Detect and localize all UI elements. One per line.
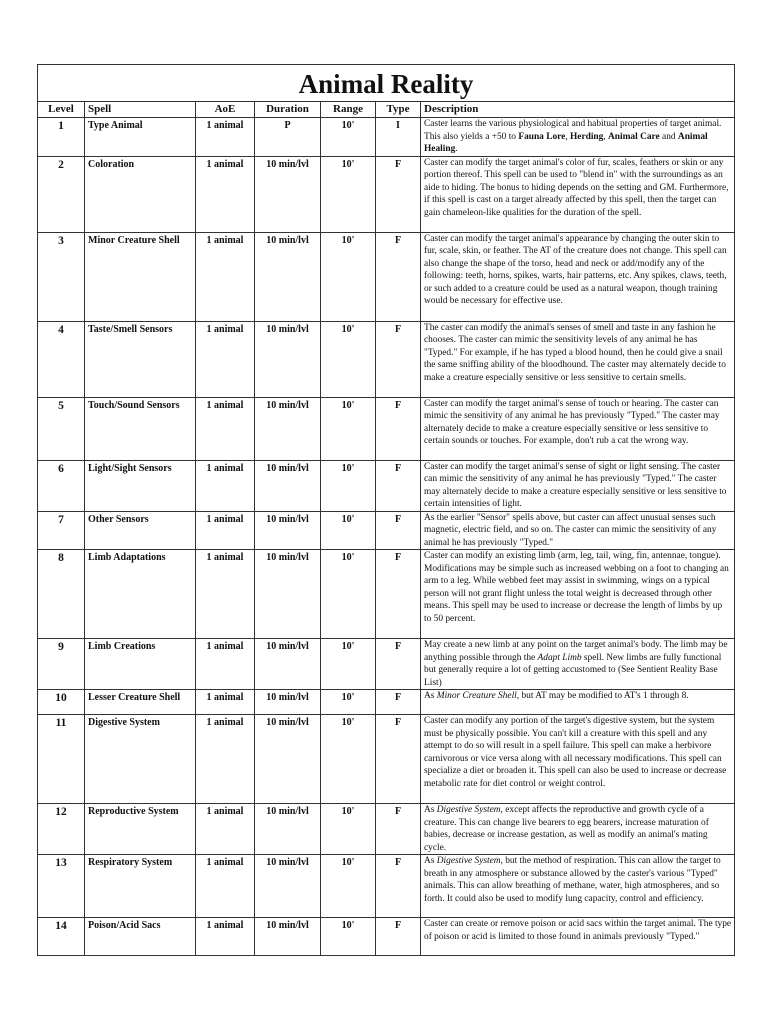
description-text: , bbox=[565, 131, 570, 142]
duration-cell: 10 min/lvl bbox=[255, 918, 321, 956]
duration-cell: 10 min/lvl bbox=[255, 156, 321, 232]
range-cell: 10' bbox=[321, 918, 376, 956]
aoe-cell: 1 animal bbox=[196, 639, 255, 690]
description-text: , but AT may be modified to AT's 1 through 8. bbox=[516, 691, 689, 701]
level-cell: 8 bbox=[38, 550, 85, 639]
header-description: Description bbox=[421, 102, 735, 118]
description-cell bbox=[421, 550, 735, 639]
header-aoe: AoE bbox=[196, 102, 255, 118]
type-cell: F bbox=[376, 639, 421, 690]
spell-name-cell: Digestive System bbox=[85, 715, 196, 804]
level-cell: 11 bbox=[38, 715, 85, 804]
type-cell: F bbox=[376, 690, 421, 715]
table-row bbox=[38, 855, 735, 918]
spell-name-cell: Minor Creature Shell bbox=[85, 232, 196, 321]
document-page bbox=[37, 64, 734, 956]
spell-table bbox=[37, 64, 735, 956]
type-cell: F bbox=[376, 855, 421, 918]
description-text: The caster can modify the animal's senses of smell and taste in any fashion he chooses. The caster can mimic the sensitivity levels of any animal he has "Typed." For example, if he has typed a blood hound, then he could give a snail the same sniffing ability of the bloodhound. The caster may alternately decide to make a creature especially sensitive or less sensitive to certain smells. bbox=[424, 322, 726, 383]
table-row bbox=[38, 550, 735, 639]
description-cell bbox=[421, 715, 735, 804]
spell-name-cell: Respiratory System bbox=[85, 855, 196, 918]
table-row bbox=[38, 118, 735, 157]
range-cell: 10' bbox=[321, 550, 376, 639]
description-text: . bbox=[455, 144, 458, 154]
description-text: Caster can modify the target animal's appearance by changing the outer skin to fur, scale, skin, or feather. The AT of the creature does not change. This spell can also change the shape of the torso, head and neck or add/modify any of the following: teeth, horns, spikes, warts, hair patterns, etc. Any spikes, claws, teeth, or such added to a creature could be used as a natural weapon, though training would be necessary for effective use. bbox=[424, 233, 727, 306]
description-text: , but the method of respiration. This can allow the target to breath in any atmosphere or substance allowed by the caster's various "Typed" animals. This can allow breathing of methane, water, high atmospheres, and so forth. It could also be used to modify lung capacity, control and efficiency. bbox=[424, 856, 721, 904]
level-cell: 9 bbox=[38, 639, 85, 690]
range-cell: 10' bbox=[321, 690, 376, 715]
header-type: Type bbox=[376, 102, 421, 118]
aoe-cell: 1 animal bbox=[196, 321, 255, 397]
spell-name-cell: Other Sensors bbox=[85, 511, 196, 550]
type-cell: F bbox=[376, 550, 421, 639]
description-cell bbox=[421, 397, 735, 460]
description-text: Animal Healing bbox=[424, 131, 708, 154]
table-row bbox=[38, 690, 735, 715]
duration-cell: 10 min/lvl bbox=[255, 511, 321, 550]
level-cell: 2 bbox=[38, 156, 85, 232]
level-cell: 3 bbox=[38, 232, 85, 321]
duration-cell: 10 min/lvl bbox=[255, 550, 321, 639]
type-cell: F bbox=[376, 511, 421, 550]
table-row bbox=[38, 918, 735, 956]
description-text: , except affects the reproductive and growth cycle of a creature. This can change live bearers to egg bearers, increase maturation of babies, decrease or increase gestation, as well as modify an animal's mating cycle. bbox=[424, 805, 709, 853]
type-cell: F bbox=[376, 804, 421, 855]
range-cell: 10' bbox=[321, 321, 376, 397]
description-text: Herding bbox=[570, 131, 604, 142]
table-header-row bbox=[38, 102, 735, 118]
description-cell bbox=[421, 918, 735, 956]
description-cell bbox=[421, 460, 735, 511]
description-text: Digestive System bbox=[436, 856, 501, 866]
duration-cell: 10 min/lvl bbox=[255, 321, 321, 397]
description-cell bbox=[421, 321, 735, 397]
description-text: Caster can modify any portion of the target's digestive system, but the system must be physically possible. You can't kill a creature with this spell and any attempt to do so will result in a spell failure. This spell can make a herbivore carnivorous or vice versa along with all necessary modifications. This spell can specialize a diet or broaden it. This spell can also be used to increase or decrease metabolic rate for diet control or weight control. bbox=[424, 716, 727, 789]
spell-name-cell: Limb Creations bbox=[85, 639, 196, 690]
level-cell: 13 bbox=[38, 855, 85, 918]
range-cell: 10' bbox=[321, 232, 376, 321]
level-cell: 1 bbox=[38, 118, 85, 157]
description-cell bbox=[421, 118, 735, 157]
description-text: As bbox=[424, 805, 437, 815]
table-row bbox=[38, 321, 735, 397]
level-cell: 6 bbox=[38, 460, 85, 511]
description-text: Caster learns the various physiological and habitual properties of target animal. This also yields a +50 to bbox=[424, 119, 722, 142]
spell-name-cell: Poison/Acid Sacs bbox=[85, 918, 196, 956]
aoe-cell: 1 animal bbox=[196, 804, 255, 855]
table-row bbox=[38, 715, 735, 804]
range-cell: 10' bbox=[321, 118, 376, 157]
duration-cell: 10 min/lvl bbox=[255, 804, 321, 855]
aoe-cell: 1 animal bbox=[196, 511, 255, 550]
range-cell: 10' bbox=[321, 156, 376, 232]
range-cell: 10' bbox=[321, 639, 376, 690]
aoe-cell: 1 animal bbox=[196, 460, 255, 511]
level-cell: 4 bbox=[38, 321, 85, 397]
spell-name-cell: Limb Adaptations bbox=[85, 550, 196, 639]
spell-name-cell: Type Animal bbox=[85, 118, 196, 157]
duration-cell: 10 min/lvl bbox=[255, 232, 321, 321]
table-row bbox=[38, 639, 735, 690]
table-row bbox=[38, 232, 735, 321]
type-cell: F bbox=[376, 232, 421, 321]
description-cell bbox=[421, 639, 735, 690]
level-cell: 10 bbox=[38, 690, 85, 715]
spell-name-cell: Light/Sight Sensors bbox=[85, 460, 196, 511]
aoe-cell: 1 animal bbox=[196, 855, 255, 918]
table-row bbox=[38, 804, 735, 855]
type-cell: F bbox=[376, 321, 421, 397]
aoe-cell: 1 animal bbox=[196, 550, 255, 639]
description-cell bbox=[421, 855, 735, 918]
description-cell bbox=[421, 690, 735, 715]
description-text: spell. New limbs are fully functional but generally require a lot of getting accustomed to (See Sentient Reality Base List) bbox=[424, 652, 722, 688]
description-text: Minor Creature Shell bbox=[436, 691, 517, 701]
type-cell: F bbox=[376, 397, 421, 460]
level-cell: 7 bbox=[38, 511, 85, 550]
duration-cell: 10 min/lvl bbox=[255, 639, 321, 690]
duration-cell: 10 min/lvl bbox=[255, 397, 321, 460]
range-cell: 10' bbox=[321, 804, 376, 855]
description-text: Fauna Lore bbox=[518, 131, 566, 142]
description-text: and bbox=[659, 131, 678, 142]
header-spell: Spell bbox=[85, 102, 196, 118]
spell-name-cell: Touch/Sound Sensors bbox=[85, 397, 196, 460]
description-text: Caster can modify an existing limb (arm, leg, tail, wing, fin, antennae, tongue). Modifications may be simple such as increased webbing on a foot to changing an arm to a leg. While webbed feet may assist in swimming, wings on a typical person will not grant flight unless the total weight is decreased through other means. This spell may be used to increase or decrease the length of limbs by up to 50 percent. bbox=[424, 551, 729, 624]
spell-name-cell: Reproductive System bbox=[85, 804, 196, 855]
duration-cell: 10 min/lvl bbox=[255, 715, 321, 804]
description-cell bbox=[421, 232, 735, 321]
type-cell: I bbox=[376, 118, 421, 157]
description-text: As bbox=[424, 856, 437, 866]
level-cell: 5 bbox=[38, 397, 85, 460]
range-cell: 10' bbox=[321, 460, 376, 511]
table-row bbox=[38, 460, 735, 511]
description-text: Caster can modify the target animal's color of fur, scales, feathers or skin or any portion thereof. This spell can be used to "blend in" with the surroundings as an aide to hiding. The bonus to hiding depends on the setting and GM. Furthermore, if this spell is cast on a target already affected by this spell, then the target can gain chameleon-like qualities for the duration of the spell. bbox=[424, 157, 729, 218]
aoe-cell: 1 animal bbox=[196, 715, 255, 804]
duration-cell: 10 min/lvl bbox=[255, 690, 321, 715]
description-text: Caster can modify the target animal's sense of touch or hearing. The caster can mimic the sensitivity of any animal he has previously "Typed." The caster may alternately decide to make a creature especially sensitive or less sensitive to certain sounds or touches. For example, don't rub a cat the wrong way. bbox=[424, 398, 720, 446]
aoe-cell: 1 animal bbox=[196, 118, 255, 157]
table-row bbox=[38, 156, 735, 232]
duration-cell: 10 min/lvl bbox=[255, 855, 321, 918]
header-duration: Duration bbox=[255, 102, 321, 118]
spell-name-cell: Coloration bbox=[85, 156, 196, 232]
spell-name-cell: Lesser Creature Shell bbox=[85, 690, 196, 715]
header-range: Range bbox=[321, 102, 376, 118]
description-text: Caster can modify the target animal's sense of sight or light sensing. The caster can mimic the sensitivity of any animal he has previously "Typed." The caster may alternately decide to make a creature especially sensitive or less sensitive to certain intensities of light. bbox=[424, 461, 727, 509]
level-cell: 12 bbox=[38, 804, 85, 855]
description-text: As the earlier "Sensor" spells above, but caster can affect unusual senses such magnetic, electric field, and so on. The caster can mimic the sensitivity of any animal he has previously "Typed." bbox=[424, 512, 717, 548]
page-title: Animal Reality bbox=[38, 65, 735, 102]
level-cell: 14 bbox=[38, 918, 85, 956]
duration-cell: 10 min/lvl bbox=[255, 460, 321, 511]
type-cell: F bbox=[376, 715, 421, 804]
description-text: Adapt Limb bbox=[537, 652, 582, 663]
table-row bbox=[38, 511, 735, 550]
type-cell: F bbox=[376, 460, 421, 511]
spell-name-cell: Taste/Smell Sensors bbox=[85, 321, 196, 397]
header-level: Level bbox=[38, 102, 85, 118]
aoe-cell: 1 animal bbox=[196, 397, 255, 460]
description-cell bbox=[421, 156, 735, 232]
table-row bbox=[38, 397, 735, 460]
type-cell: F bbox=[376, 156, 421, 232]
description-cell bbox=[421, 511, 735, 550]
description-text: Caster can create or remove poison or acid sacs within the target animal. The type of poison or acid is limited to those found in animals previously "Typed." bbox=[424, 919, 732, 942]
description-text: Digestive System bbox=[436, 805, 501, 815]
duration-cell: P bbox=[255, 118, 321, 157]
description-text: As bbox=[424, 691, 437, 701]
aoe-cell: 1 animal bbox=[196, 690, 255, 715]
range-cell: 10' bbox=[321, 511, 376, 550]
range-cell: 10' bbox=[321, 715, 376, 804]
aoe-cell: 1 animal bbox=[196, 156, 255, 232]
description-text: May create a new limb at any point on the target animal's body. The limb may be anything possible through the bbox=[424, 640, 728, 663]
description-cell bbox=[421, 804, 735, 855]
range-cell: 10' bbox=[321, 855, 376, 918]
aoe-cell: 1 animal bbox=[196, 918, 255, 956]
type-cell: F bbox=[376, 918, 421, 956]
range-cell: 10' bbox=[321, 397, 376, 460]
description-text: , bbox=[603, 131, 609, 142]
description-text: Animal Care bbox=[608, 131, 660, 142]
aoe-cell: 1 animal bbox=[196, 232, 255, 321]
